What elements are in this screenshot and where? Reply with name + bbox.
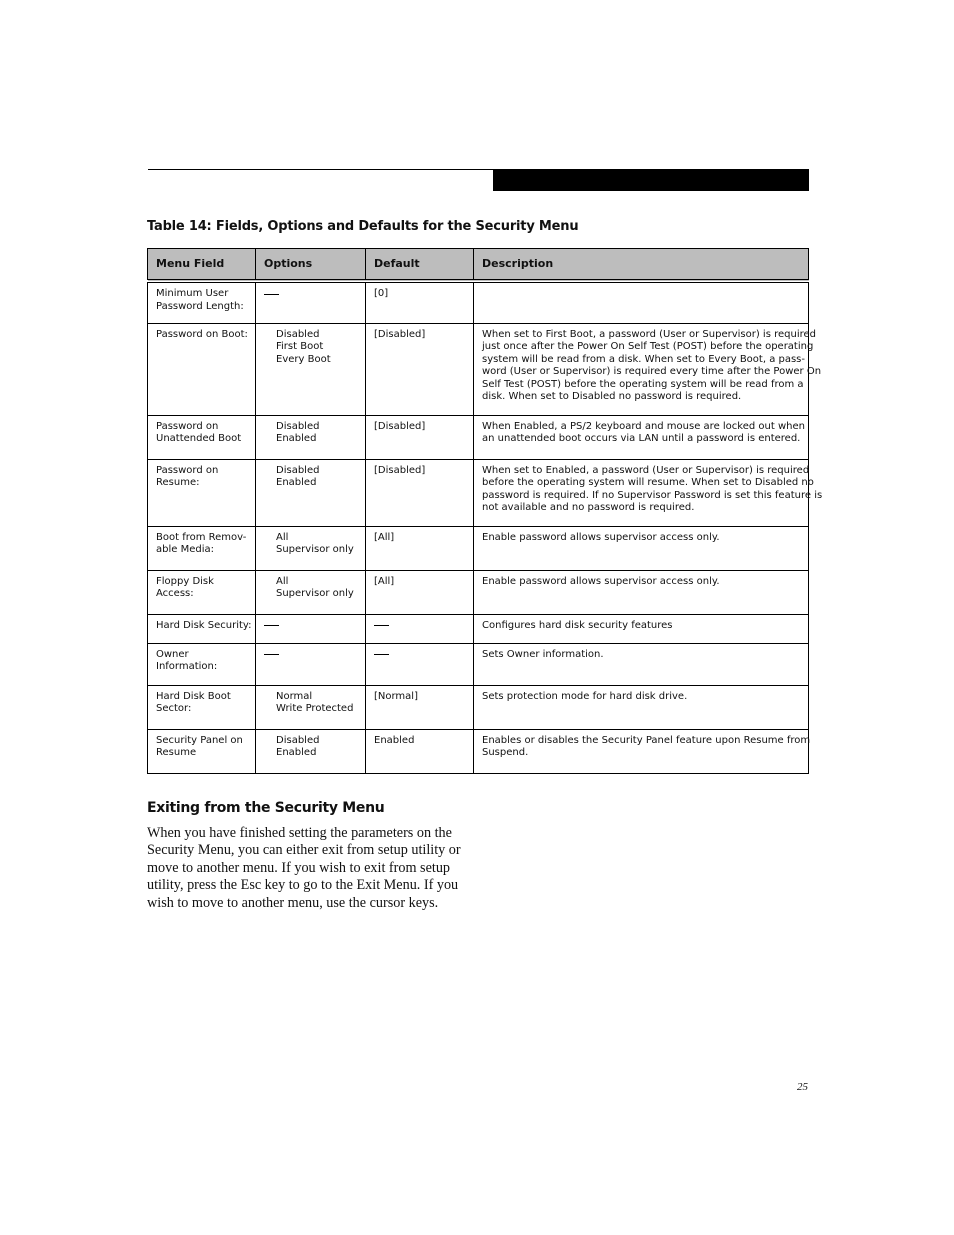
cell-options xyxy=(256,415,366,459)
table-row xyxy=(148,614,809,643)
cell-menu-field xyxy=(148,323,256,415)
cell-description xyxy=(474,526,809,570)
table-row xyxy=(148,415,809,459)
table-row xyxy=(148,570,809,614)
description-text: word (User or Supervisor) is required every time after the Power On xyxy=(482,366,822,378)
cell-default xyxy=(366,614,474,643)
cell-menu-field xyxy=(148,614,256,643)
default-text: [Normal] xyxy=(374,690,418,702)
option-text: All xyxy=(276,575,289,587)
menu-field-text: able Media: xyxy=(156,544,214,556)
default-text: Enabled xyxy=(374,734,415,746)
description-text: Self Test (POST) before the operating system will be read from a xyxy=(482,378,804,390)
table-row xyxy=(148,281,809,323)
cell-options xyxy=(256,729,366,773)
table-header-row xyxy=(148,249,809,282)
header-rule xyxy=(148,169,493,170)
menu-field-text: Hard Disk Security: xyxy=(156,619,252,631)
body-line: Security Menu, you can either exit from setup utility or xyxy=(147,842,461,859)
option-text: Supervisor only xyxy=(276,544,354,556)
description-text: Configures hard disk security features xyxy=(482,619,673,631)
cell-menu-field xyxy=(148,415,256,459)
cell-menu-field xyxy=(148,459,256,526)
option-text: Supervisor only xyxy=(276,588,354,600)
default-text: [0] xyxy=(374,288,389,299)
cell-description xyxy=(474,614,809,643)
cell-options xyxy=(256,614,366,643)
cell-description xyxy=(474,323,822,415)
menu-field-text: Password on xyxy=(156,420,219,432)
description-text: When Enabled, a PS/2 keyboard and mouse are locked out when xyxy=(482,420,805,432)
menu-field-text: Floppy Disk xyxy=(156,575,214,587)
description-text: Enable password allows supervisor access only. xyxy=(482,531,720,543)
menu-field-text: Resume: xyxy=(156,477,200,489)
menu-field-text: Password on Boot: xyxy=(156,328,248,340)
cell-menu-field xyxy=(148,281,256,323)
page-number: 25 xyxy=(797,1081,808,1093)
body-line: wish to move to another menu, use the cursor keys. xyxy=(147,894,439,911)
section-body xyxy=(147,825,477,912)
cell-description xyxy=(474,685,809,729)
menu-field-text: Boot from Remov- xyxy=(156,531,247,543)
option-text: All xyxy=(276,531,289,543)
table-row xyxy=(148,323,809,415)
option-text: Normal xyxy=(276,690,313,702)
cell-default xyxy=(366,526,474,570)
cell-description xyxy=(474,281,809,323)
description-text: disk. When set to Disabled no password is required. xyxy=(482,391,742,403)
cell-default xyxy=(366,415,474,459)
description-text: Enable password allows supervisor access only. xyxy=(482,575,720,587)
cell-menu-field xyxy=(148,570,256,614)
menu-field-text: Information: xyxy=(156,661,218,673)
body-line: When you have finished setting the parameters on the xyxy=(147,825,452,841)
menu-field-text: Password on xyxy=(156,464,219,476)
table-row xyxy=(148,643,809,685)
cell-default xyxy=(366,323,474,415)
dash-placeholder xyxy=(374,625,389,626)
menu-field-text: Resume xyxy=(156,747,197,759)
option-text: Enabled xyxy=(276,747,317,759)
body-line: utility, press the Esc key to go to the Exit Menu. If you xyxy=(147,877,459,894)
description-text: When set to First Boot, a password (User or Supervisor) is required xyxy=(482,328,816,340)
default-text: [All] xyxy=(374,531,395,543)
description-text: an unattended boot occurs via LAN until a password is entered. xyxy=(482,433,801,445)
header-options: Options xyxy=(256,249,366,282)
cell-default xyxy=(366,281,474,323)
option-text: Enabled xyxy=(276,433,317,445)
description-text: before the operating system will resume. When set to Disabled no xyxy=(482,477,814,489)
menu-field-text: Security Panel on xyxy=(156,734,243,746)
cell-menu-field xyxy=(148,685,256,729)
cell-options xyxy=(256,685,366,729)
header-menu-field: Menu Field xyxy=(148,249,256,282)
description-text: Sets protection mode for hard disk drive. xyxy=(482,690,688,702)
cell-description xyxy=(474,570,809,614)
option-text: First Boot xyxy=(276,341,324,353)
dash-placeholder xyxy=(374,654,389,655)
cell-default xyxy=(366,459,474,526)
description-text: system will be read from a disk. When set to Every Boot, a pass- xyxy=(482,353,805,365)
cell-menu-field xyxy=(148,643,256,685)
cell-options xyxy=(256,323,366,415)
cell-description xyxy=(474,415,809,459)
menu-field-text: Owner xyxy=(156,648,189,660)
cell-menu-field xyxy=(148,729,256,773)
cell-options xyxy=(256,570,366,614)
dash-placeholder xyxy=(264,654,279,655)
cell-menu-field xyxy=(148,526,256,570)
cell-default xyxy=(366,643,474,685)
menu-field-text: Hard Disk Boot xyxy=(156,690,231,702)
description-text: just once after the Power On Self Test (POST) before the operating xyxy=(482,341,814,353)
default-text: [Disabled] xyxy=(374,328,426,340)
default-text: [Disabled] xyxy=(374,420,426,432)
cell-description xyxy=(474,459,823,526)
menu-field-text: Unattended Boot xyxy=(156,433,242,445)
dash-placeholder xyxy=(264,294,279,295)
header-bar xyxy=(493,169,809,191)
table-row xyxy=(148,459,809,526)
header-description: Description xyxy=(474,249,809,282)
description-text: Suspend. xyxy=(482,747,529,759)
cell-description xyxy=(474,643,809,685)
cell-default xyxy=(366,729,474,773)
option-text: Enabled xyxy=(276,477,317,489)
menu-field-text: Sector: xyxy=(156,703,192,715)
table-row xyxy=(148,526,809,570)
cell-options xyxy=(256,526,366,570)
cell-description xyxy=(474,729,809,773)
default-text: [Disabled] xyxy=(374,464,426,476)
description-text: Enables or disables the Security Panel feature upon Resume from xyxy=(482,734,811,746)
table-caption: Table 14: Fields, Options and Defaults for the Security Menu xyxy=(147,219,579,234)
security-menu-table xyxy=(147,248,823,774)
section-title: Exiting from the Security Menu xyxy=(147,800,385,816)
option-text: Every Boot xyxy=(276,353,331,365)
option-text: Disabled xyxy=(276,734,320,746)
table-row xyxy=(148,685,809,729)
header-default: Default xyxy=(366,249,474,282)
option-text: Disabled xyxy=(276,420,320,432)
description-text: Sets Owner information. xyxy=(482,648,604,660)
cell-options xyxy=(256,643,366,685)
description-text: not available and no password is required. xyxy=(482,502,695,514)
description-text: When set to Enabled, a password (User or Supervisor) is required xyxy=(482,464,810,476)
menu-field-text: Password Length: xyxy=(156,300,244,312)
menu-field-text: Minimum User xyxy=(156,288,229,299)
option-text: Disabled xyxy=(276,328,320,340)
option-text: Write Protected xyxy=(276,703,354,715)
cell-default xyxy=(366,685,474,729)
menu-field-text: Access: xyxy=(156,588,194,600)
default-text: [All] xyxy=(374,575,395,587)
body-line: move to another menu. If you wish to exit from setup xyxy=(147,859,451,876)
table-row xyxy=(148,729,809,773)
cell-default xyxy=(366,570,474,614)
cell-options xyxy=(256,459,366,526)
dash-placeholder xyxy=(264,625,279,626)
option-text: Disabled xyxy=(276,464,320,476)
description-text: password is required. If no Supervisor Password is set this feature is xyxy=(482,489,823,501)
cell-options xyxy=(256,281,366,323)
